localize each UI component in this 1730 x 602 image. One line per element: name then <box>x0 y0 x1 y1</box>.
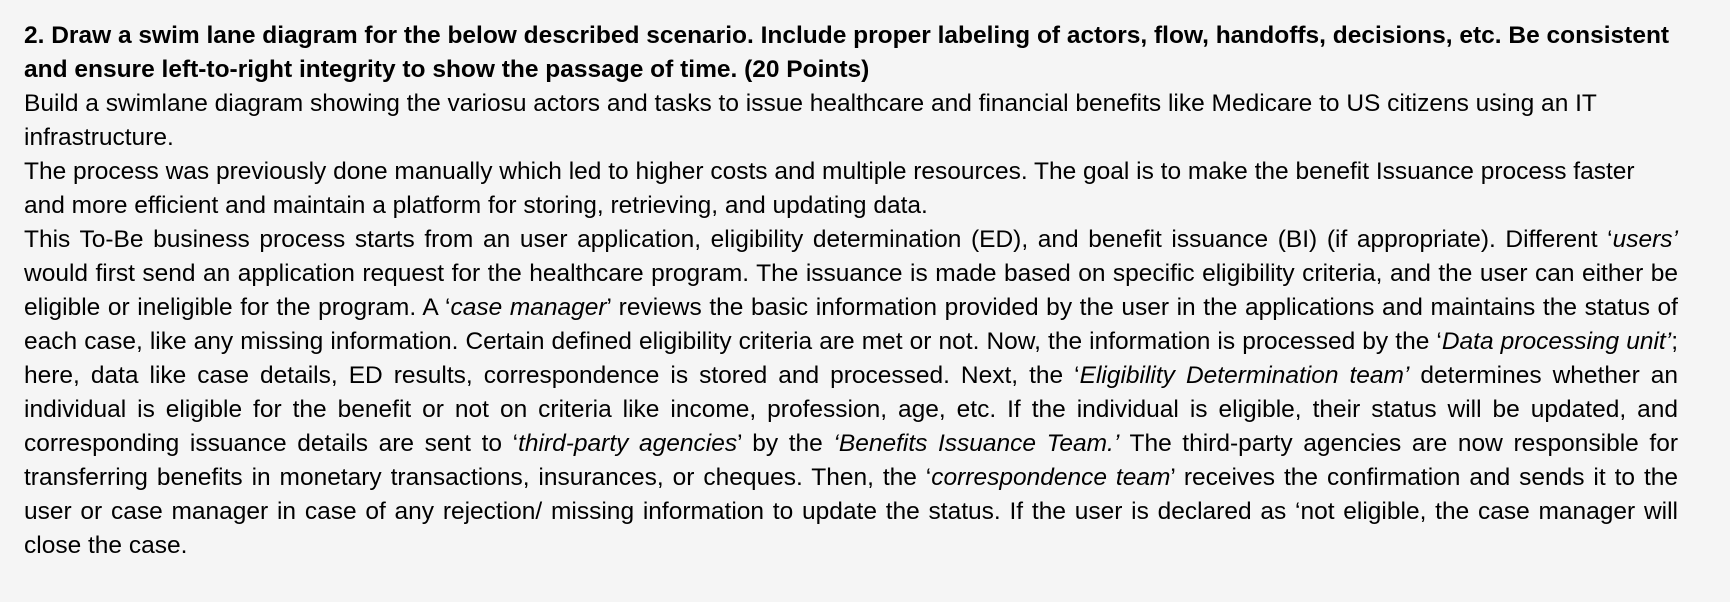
actor-correspondence-team: correspondence team <box>931 464 1171 491</box>
process-text-5: determines whether an individual is eligible for the benefit or not on criteria like income, profession, age, etc. If the individual is eligible, their status will be updated, and corresponding issuance details are sent to ‘ <box>24 362 1678 457</box>
actor-benefits-issuance-team: ‘Benefits Issuance Team.’ <box>833 430 1120 457</box>
process-text-1: This To-Be business process starts from an user application, eligibility determination (ED), and benefit issuance (BI) (if appropriate). Different ‘ <box>24 226 1613 253</box>
actor-data-processing-unit: Data processing unit’ <box>1441 328 1672 355</box>
process-text-4: ; here, data like case details, ED results, correspondence is stored and processed. Next, the ‘ <box>24 328 1678 389</box>
goal-paragraph: The process was previously done manually which led to higher costs and multiple resources. The goal is to make the benefit Issuance process faster and more efficient and maintain a platform for storing, retrieving, and updating data. <box>24 158 1635 219</box>
process-text-3: ’ reviews the basic information provided by the user in the applications and maintains the status of each case, like any missing information. Certain defined eligibility criteria are met or not. Now, the information is processed by the ‘ <box>24 294 1678 355</box>
actor-ed-team: Eligibility Determination team’ <box>1079 362 1410 389</box>
actor-users: users’ <box>1612 226 1678 253</box>
process-text-6: ’ by the <box>737 430 834 457</box>
actor-third-party-agencies: third-party agencies <box>518 430 738 457</box>
question-block <box>24 19 1678 563</box>
process-text-2: would first send an application request for the healthcare program. The issuance is made based on specific eligibility criteria, and the user can either be eligible or ineligible for the program. A ‘ <box>24 260 1678 321</box>
actor-case-manager: case manager <box>450 294 607 321</box>
process-paragraph <box>24 223 1678 563</box>
process-text-8: ’ receives the confirmation and sends it to the user or case manager in case of any rejection/ missing information to update the status. If the user is declared as ‘not eligible, the case manager will close the case. <box>24 464 1678 559</box>
question-heading: 2. Draw a swim lane diagram for the below described scenario. Include proper labeling of actors, flow, handoffs, decisions, etc. Be consistent and ensure left-to-right integrity to show the passage of time. (20 Points) <box>24 22 1670 83</box>
process-text-7: The third-party agencies are now responsible for transferring benefits in monetary transactions, insurances, or cheques. Then, the ‘ <box>24 430 1678 491</box>
intro-paragraph: Build a swimlane diagram showing the variosu actors and tasks to issue healthcare and financial benefits like Medicare to US citizens using an IT infrastructure. <box>24 90 1597 151</box>
